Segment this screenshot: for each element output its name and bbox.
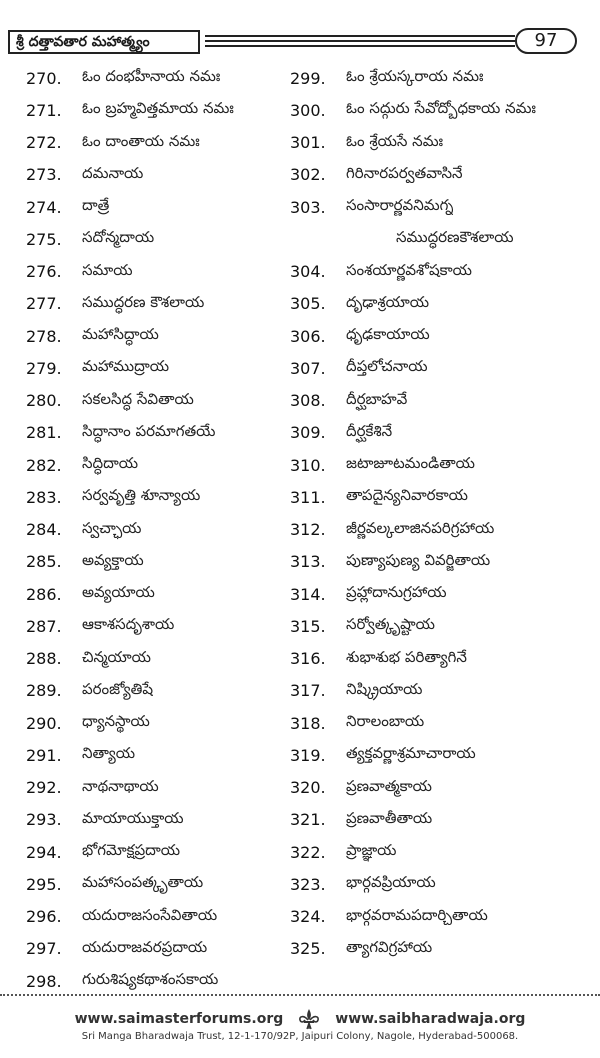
item-number: 304. [290,262,326,282]
item-name: దీర్ఘబాహవే [346,389,408,408]
item-name: భార్గవప్రియాయ [346,873,436,892]
header-rule [205,35,515,37]
item-number: 286. [26,584,62,604]
item-name: ప్రాజ్ఞాయ [346,841,397,860]
list-item [26,643,288,675]
item-number: 302. [290,165,326,185]
item-number: 307. [290,358,326,378]
list-item [290,449,590,481]
item-name: శుభాశుభ పరిత్యాగినే [346,647,467,666]
list-item [26,417,288,449]
list-item [26,675,288,707]
item-name: సముద్ధరణకౌశలాయ [396,228,514,247]
item-number: 295. [26,874,62,894]
item-number: 273. [26,165,62,185]
book-title: శ్రీ దత్తావతార మహాత్మ్యం [8,30,200,54]
item-name: ప్రణవాతీతాయ [346,808,433,827]
fleur-de-lis-icon [297,1008,321,1030]
item-name: ఓం శ్రేయస్కరాయ నమః [346,67,484,86]
item-number: 311. [290,487,326,507]
list-item [290,62,590,94]
item-name: ఓం దాంతాయ నమః [82,131,200,150]
list-item [26,62,288,94]
item-name: అవ్యయాయ [82,583,155,602]
list-item [290,288,590,320]
item-number: 270. [26,68,62,88]
item-number: 278. [26,326,62,346]
list-item [26,804,288,836]
item-name: సకలసిద్ధ సేవితాయ [82,389,194,408]
item-name: సిద్ధానాం పరమాగతయే [82,421,216,440]
item-number: 317. [290,681,326,701]
item-name: త్యక్తవర్ణాశ్రమాచారాయ [346,744,476,763]
trust-address: Sri Manga Bharadwaja Trust, 12-1-170/92P, Jaipuri Colony, Nagole, Hyderabad-500068. [81,1031,519,1042]
list-item [26,159,288,191]
item-number: 277. [26,294,62,314]
list-item [26,288,288,320]
list-item [290,546,590,578]
item-name: ఓం దంభహీనాయ నమః [82,67,221,86]
list-item [290,933,590,965]
item-name: జీర్ణవల్కలాజినపరిగ్రహాయ [346,518,495,537]
item-name: మహాసిద్ధాయ [82,325,159,344]
item-name: తాపదైన్యనివారకాయ [346,486,468,505]
item-name: అవ్యక్తాయ [82,550,144,569]
list-item [290,159,590,191]
page-number: 97 [515,28,577,54]
list-item [290,191,590,223]
item-number: 325. [290,939,326,959]
item-name: నాథనాథాయ [82,776,159,795]
item-number: 308. [290,391,326,411]
list-item [26,739,288,771]
item-number: 296. [26,907,62,927]
item-number: 314. [290,584,326,604]
item-name: ధ్యానస్థాయ [82,712,150,731]
list-item [26,514,288,546]
item-name: సిద్ధిదాయ [82,454,139,473]
item-name: సమాయ [82,260,133,279]
item-name: దమనాయ [82,163,144,182]
item-name: జటాజూటమండితాయ [346,454,475,473]
item-number: 276. [26,262,62,282]
item-name: ఓం బ్రహ్మవిత్తమాయ నమః [82,99,234,118]
list-item [26,127,288,159]
item-name: ఓం సద్గురు సేవోద్బోధకాయ నమః [346,99,536,118]
item-number: 294. [26,842,62,862]
item-name: స్వచ్ఛాయ [82,518,142,537]
list-item [290,481,590,513]
item-name: ప్రణవాత్మకాయ [346,776,432,795]
list-item [290,675,590,707]
list-item [290,514,590,546]
item-number: 313. [290,552,326,572]
item-name: మహాముద్రాయ [82,357,170,376]
list-item [290,417,590,449]
list-item [26,933,288,965]
list-item [290,804,590,836]
item-name: నిరాలంబాయ [346,712,425,731]
item-number: 280. [26,391,62,411]
list-item [26,256,288,288]
list-item [290,256,590,288]
list-item [26,707,288,739]
item-number: 289. [26,681,62,701]
item-number: 309. [290,423,326,443]
header-rule [205,40,515,42]
left-column [26,62,288,997]
footer-website-2[interactable]: www.saibharadwaja.org [335,1011,526,1027]
item-number: 297. [26,939,62,959]
item-number: 272. [26,133,62,153]
item-number: 316. [290,649,326,669]
item-number: 303. [290,197,326,217]
item-name: యదురాజవరప్రదాయ [82,937,208,956]
item-name: దీప్తలోచనాయ [346,357,428,376]
item-number: 292. [26,778,62,798]
item-number: 299. [290,68,326,88]
item-number: 321. [290,810,326,830]
item-number: 288. [26,649,62,669]
item-name: గిరినారపర్వతవాసినే [346,163,463,182]
list-item [290,352,590,384]
item-number: 300. [290,100,326,120]
item-name: భోగమోక్షప్రదాయ [82,841,181,860]
item-number: 306. [290,326,326,346]
item-number: 312. [290,520,326,540]
item-name: గురుశిష్యకథాశంసకాయ [82,970,219,989]
item-number: 275. [26,229,62,249]
list-item [26,578,288,610]
item-number: 323. [290,874,326,894]
item-name: యదురాజసంసేవితాయ [82,905,218,924]
item-number: 310. [290,455,326,475]
item-number: 324. [290,907,326,927]
item-number: 287. [26,616,62,636]
item-name: పుణ్యాపుణ్య వివర్జితాయ [346,550,491,569]
list-item [290,94,590,126]
item-name: నిష్క్రియాయ [346,679,423,698]
item-name: త్యాగవిగ్రహాయ [346,937,433,956]
list-item [290,578,590,610]
list-item [26,385,288,417]
item-number: 281. [26,423,62,443]
list-item [26,836,288,868]
item-name: దాత్రే [82,196,110,215]
item-number: 319. [290,745,326,765]
list-item [26,320,288,352]
item-number: 318. [290,713,326,733]
list-item [290,772,590,804]
item-number: 290. [26,713,62,733]
list-item [26,901,288,933]
item-name: ప్రహ్లాదానుగ్రహాయ [346,583,447,602]
item-name: సంశయార్ణవశోషకాయ [346,260,472,279]
list-item [290,385,590,417]
list-item [26,352,288,384]
right-column [290,62,590,965]
list-item [290,901,590,933]
list-item [26,449,288,481]
item-number: 322. [290,842,326,862]
list-item [26,546,288,578]
item-number: 285. [26,552,62,572]
footer-divider [0,994,600,996]
item-name: చిన్మయాయ [82,647,151,666]
item-number: 284. [26,520,62,540]
item-name: దృఢాశ్రయాయ [346,292,429,311]
header-rule [205,45,515,47]
item-number: 274. [26,197,62,217]
item-number: 282. [26,455,62,475]
item-number: 291. [26,745,62,765]
item-number: 298. [26,971,62,991]
item-name: పరంజ్యోతిషే [82,679,154,698]
list-item [290,127,590,159]
item-name: నిత్యాయ [82,744,136,763]
list-item [290,739,590,771]
list-item [290,643,590,675]
item-name: సర్వవృత్తి శూన్యాయ [82,486,201,505]
list-item [290,868,590,900]
list-item [26,94,288,126]
item-name: సదోన్మదాయ [82,228,155,247]
list-item [26,772,288,804]
item-name: మాయాయుక్తాయ [82,808,184,827]
list-item [290,610,590,642]
list-item [290,707,590,739]
list-item [26,610,288,642]
item-number: 293. [26,810,62,830]
page-footer [0,1008,600,1042]
list-item [26,965,288,997]
item-number: 279. [26,358,62,378]
item-number: 315. [290,616,326,636]
item-name: భార్గవరామపదార్చితాయ [346,905,488,924]
item-name: ఓం శ్రేయసే నమః [346,131,444,150]
item-name: సర్వోత్కృష్టాయ [346,615,435,634]
item-name: సంసారార్ణవనిమగ్న [346,196,454,215]
item-number: 271. [26,100,62,120]
page-header [0,0,600,60]
list-item [290,836,590,868]
item-name: మహాసంపత్కృతాయ [82,873,204,892]
item-number: 301. [290,133,326,153]
item-number: 305. [290,294,326,314]
item-name: సముద్ధరణ కౌశలాయ [82,292,205,311]
list-item [290,223,590,255]
item-name: ఆకాశసదృశాయ [82,615,175,634]
list-item [26,223,288,255]
item-number: 320. [290,778,326,798]
list-item [26,481,288,513]
item-number: 283. [26,487,62,507]
list-item [290,320,590,352]
item-name: దీర్ఘకేశినే [346,421,393,440]
footer-website-1[interactable]: www.saimasterforums.org [74,1011,284,1027]
list-item [26,191,288,223]
item-name: ధృఢకాయాయ [346,325,430,344]
list-item [26,868,288,900]
